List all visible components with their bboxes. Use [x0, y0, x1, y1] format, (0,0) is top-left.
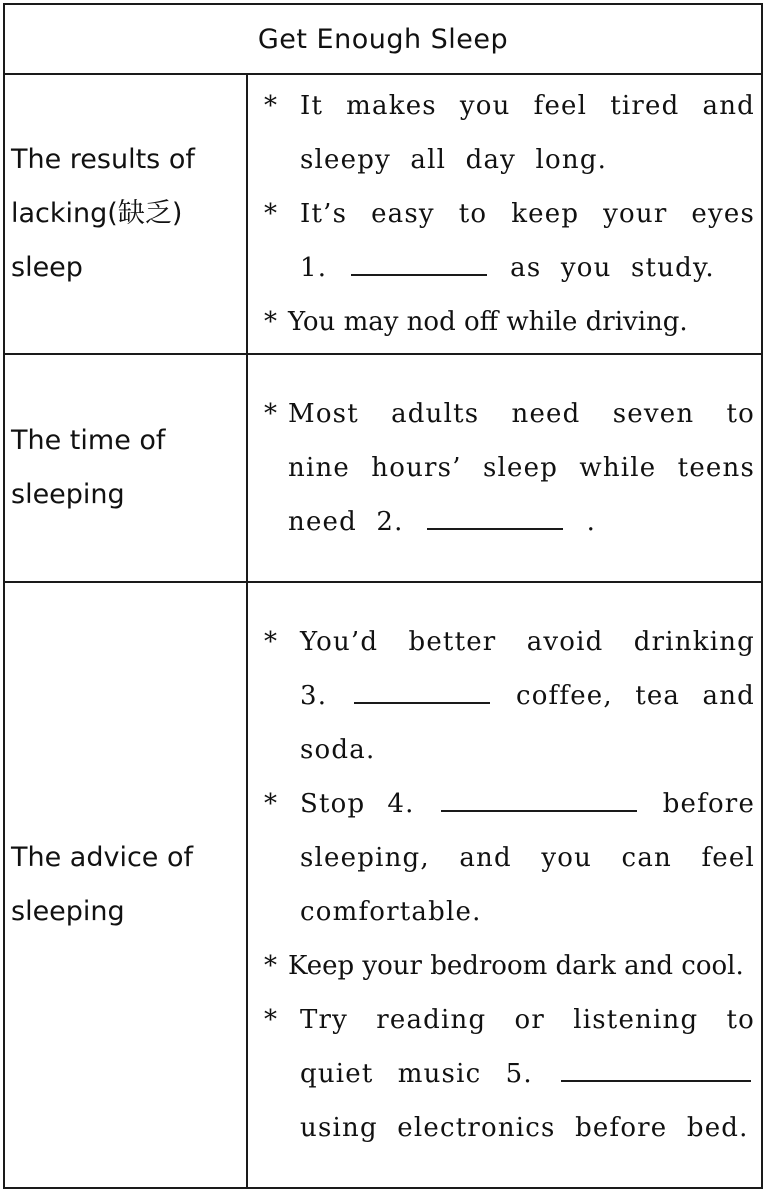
table-row [5, 355, 761, 583]
item-text: You may nod off while driving. [288, 307, 688, 337]
list-item [262, 777, 755, 939]
row-label-cell [5, 355, 248, 581]
list-item [262, 993, 755, 1155]
table-row [5, 583, 761, 1187]
item-text: It makes you feel tired and sleepy all day long. [300, 91, 755, 175]
bullet-star: * [264, 1005, 279, 1035]
list-item [262, 295, 755, 349]
item-text: Keep your bedroom dark and cool. [288, 951, 744, 981]
item-text: Try reading or listening to quiet music 5. [300, 1005, 755, 1089]
bullet-star: * [264, 91, 279, 121]
item-text: . [586, 507, 597, 537]
list-item [262, 387, 755, 549]
row-content-cell [248, 583, 761, 1187]
answer-blank-3[interactable] [354, 672, 490, 704]
item-text: as you study. [510, 253, 715, 283]
bullet-star: * [264, 951, 277, 981]
item-text: coffee, tea and soda. [300, 681, 755, 765]
bullet-star: * [264, 307, 277, 337]
item-text: Stop 4. [300, 789, 415, 819]
answer-blank-5[interactable] [561, 1050, 751, 1082]
row-label-cell [5, 75, 248, 353]
answer-blank-2[interactable] [427, 498, 563, 530]
row-label-cell [5, 583, 248, 1187]
table-title: Get Enough Sleep [5, 5, 761, 75]
bullet-star: * [264, 399, 279, 429]
bullet-star: * [264, 199, 279, 229]
list-item [262, 939, 755, 993]
item-text: before sleeping, and you can feel comfortable. [300, 789, 756, 927]
item-text: It’s easy to keep your eyes 1. [300, 199, 755, 283]
row-content-cell [248, 75, 761, 353]
row-label: The advice of sleeping [11, 842, 194, 927]
item-text: using electronics before bed. [300, 1113, 749, 1143]
row-label: The time of sleeping [11, 425, 166, 510]
list-item [262, 187, 755, 295]
answer-blank-4[interactable] [441, 780, 637, 812]
list-item [262, 615, 755, 777]
row-label: The results of lacking(缺乏) sleep [11, 144, 195, 283]
worksheet-table [3, 3, 763, 1189]
table-row [5, 75, 761, 355]
row-content-cell [248, 355, 761, 581]
item-text: You’d better avoid drinking 3. [300, 627, 755, 711]
bullet-star: * [264, 627, 279, 657]
item-text: Most adults need seven to nine hours’ sleep while teens need 2. [288, 399, 755, 537]
list-item [262, 79, 755, 187]
bullet-star: * [264, 789, 279, 819]
answer-blank-1[interactable] [351, 244, 487, 276]
